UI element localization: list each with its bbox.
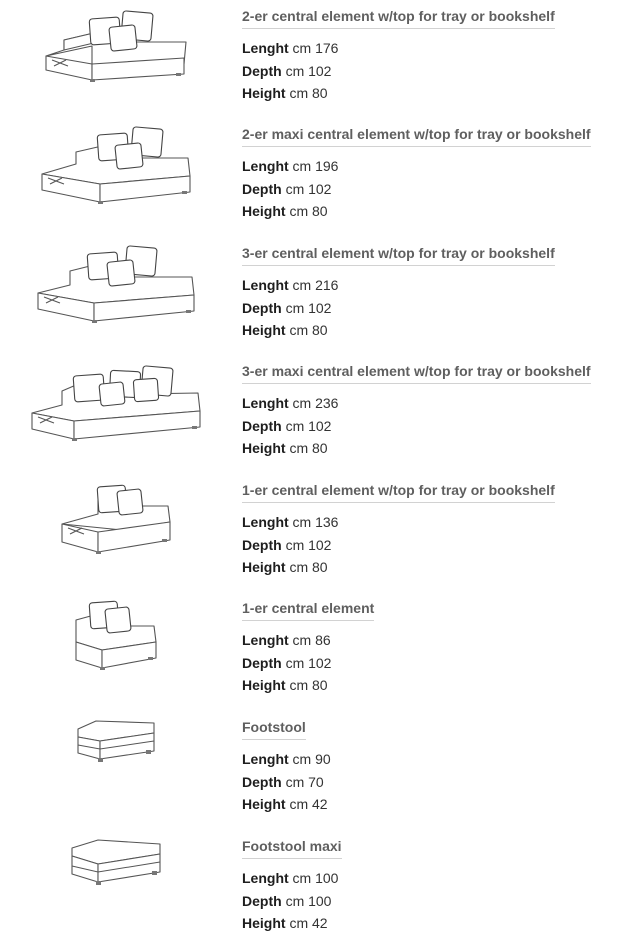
height-label: Height bbox=[242, 203, 286, 219]
product-title: 2-er maxi central element w/top for tray or bookshelf bbox=[242, 126, 591, 147]
length-value: cm 196 bbox=[292, 158, 339, 174]
length-label: Lenght bbox=[242, 514, 289, 530]
depth-label: Depth bbox=[242, 892, 282, 909]
length-value: cm 86 bbox=[292, 632, 331, 648]
height-value: cm 80 bbox=[289, 203, 328, 219]
product-title: 3-er maxi central element w/top for tray or bookshelf bbox=[242, 363, 591, 384]
product-title: 3-er central element w/top for tray or bookshelf bbox=[242, 245, 555, 266]
height-spec bbox=[242, 793, 331, 816]
length-label: Lenght bbox=[242, 277, 289, 293]
length-value: cm 236 bbox=[292, 395, 339, 411]
length-value: cm 100 bbox=[292, 870, 339, 886]
length-label: Lenght bbox=[242, 395, 289, 411]
length-spec bbox=[242, 37, 555, 60]
length-spec bbox=[242, 748, 331, 771]
height-value: cm 80 bbox=[289, 559, 328, 575]
depth-value: cm 102 bbox=[285, 299, 332, 316]
height-value: cm 80 bbox=[289, 322, 328, 338]
length-spec bbox=[242, 155, 591, 178]
depth-value: cm 102 bbox=[285, 536, 332, 553]
sofa-1er-icon bbox=[28, 592, 218, 692]
depth-label: Depth bbox=[242, 62, 282, 79]
depth-spec bbox=[242, 60, 555, 83]
height-label: Height bbox=[242, 796, 286, 812]
depth-value: cm 70 bbox=[285, 773, 324, 790]
length-spec bbox=[242, 629, 374, 652]
depth-value: cm 102 bbox=[285, 180, 332, 197]
depth-spec bbox=[242, 771, 331, 794]
depth-label: Depth bbox=[242, 536, 282, 553]
footstool-icon bbox=[28, 711, 218, 811]
product-item bbox=[0, 830, 625, 949]
product-item bbox=[0, 592, 625, 711]
depth-spec bbox=[242, 297, 555, 320]
length-label: Lenght bbox=[242, 40, 289, 56]
product-item bbox=[0, 118, 625, 237]
product-item bbox=[0, 0, 625, 119]
height-value: cm 42 bbox=[289, 915, 328, 931]
sofa-3er-with-tray-icon bbox=[28, 237, 218, 337]
height-spec bbox=[242, 674, 374, 697]
sofa-2er-maxi-with-tray-icon bbox=[28, 118, 218, 218]
height-label: Height bbox=[242, 559, 286, 575]
height-spec bbox=[242, 437, 591, 460]
length-spec bbox=[242, 867, 342, 890]
product-title: 1-er central element w/top for tray or bookshelf bbox=[242, 482, 555, 503]
length-value: cm 176 bbox=[292, 40, 339, 56]
depth-value: cm 102 bbox=[285, 654, 332, 671]
height-label: Height bbox=[242, 85, 286, 101]
length-spec bbox=[242, 274, 555, 297]
height-value: cm 80 bbox=[289, 440, 328, 456]
length-label: Lenght bbox=[242, 632, 289, 648]
height-label: Height bbox=[242, 677, 286, 693]
length-value: cm 90 bbox=[292, 751, 331, 767]
height-label: Height bbox=[242, 440, 286, 456]
height-label: Height bbox=[242, 915, 286, 931]
height-spec bbox=[242, 556, 555, 579]
product-item bbox=[0, 474, 625, 593]
depth-label: Depth bbox=[242, 299, 282, 316]
depth-spec bbox=[242, 415, 591, 438]
height-label: Height bbox=[242, 322, 286, 338]
sofa-2er-with-tray-icon bbox=[28, 0, 218, 100]
height-spec bbox=[242, 912, 342, 935]
length-label: Lenght bbox=[242, 158, 289, 174]
length-value: cm 216 bbox=[292, 277, 339, 293]
height-spec bbox=[242, 200, 591, 223]
depth-label: Depth bbox=[242, 417, 282, 434]
depth-label: Depth bbox=[242, 180, 282, 197]
depth-label: Depth bbox=[242, 773, 282, 790]
height-value: cm 80 bbox=[289, 85, 328, 101]
sofa-3er-maxi-with-tray-icon bbox=[28, 355, 218, 455]
length-value: cm 136 bbox=[292, 514, 339, 530]
depth-value: cm 102 bbox=[285, 62, 332, 79]
depth-value: cm 100 bbox=[285, 892, 332, 909]
footstool-maxi-icon bbox=[28, 830, 218, 930]
depth-spec bbox=[242, 652, 374, 675]
depth-value: cm 102 bbox=[285, 417, 332, 434]
sofa-1er-with-tray-icon bbox=[28, 474, 218, 574]
length-spec bbox=[242, 511, 555, 534]
length-spec bbox=[242, 392, 591, 415]
depth-spec bbox=[242, 890, 342, 913]
length-label: Lenght bbox=[242, 751, 289, 767]
depth-spec bbox=[242, 178, 591, 201]
height-spec bbox=[242, 82, 555, 105]
product-title: Footstool bbox=[242, 719, 306, 740]
depth-spec bbox=[242, 534, 555, 557]
product-title: Footstool maxi bbox=[242, 838, 342, 859]
product-title: 2-er central element w/top for tray or bookshelf bbox=[242, 8, 555, 29]
height-value: cm 80 bbox=[289, 677, 328, 693]
height-spec bbox=[242, 319, 555, 342]
product-item bbox=[0, 237, 625, 356]
product-item bbox=[0, 711, 625, 830]
depth-label: Depth bbox=[242, 654, 282, 671]
height-value: cm 42 bbox=[289, 796, 328, 812]
product-title: 1-er central element bbox=[242, 600, 374, 621]
length-label: Lenght bbox=[242, 870, 289, 886]
product-item bbox=[0, 355, 625, 474]
